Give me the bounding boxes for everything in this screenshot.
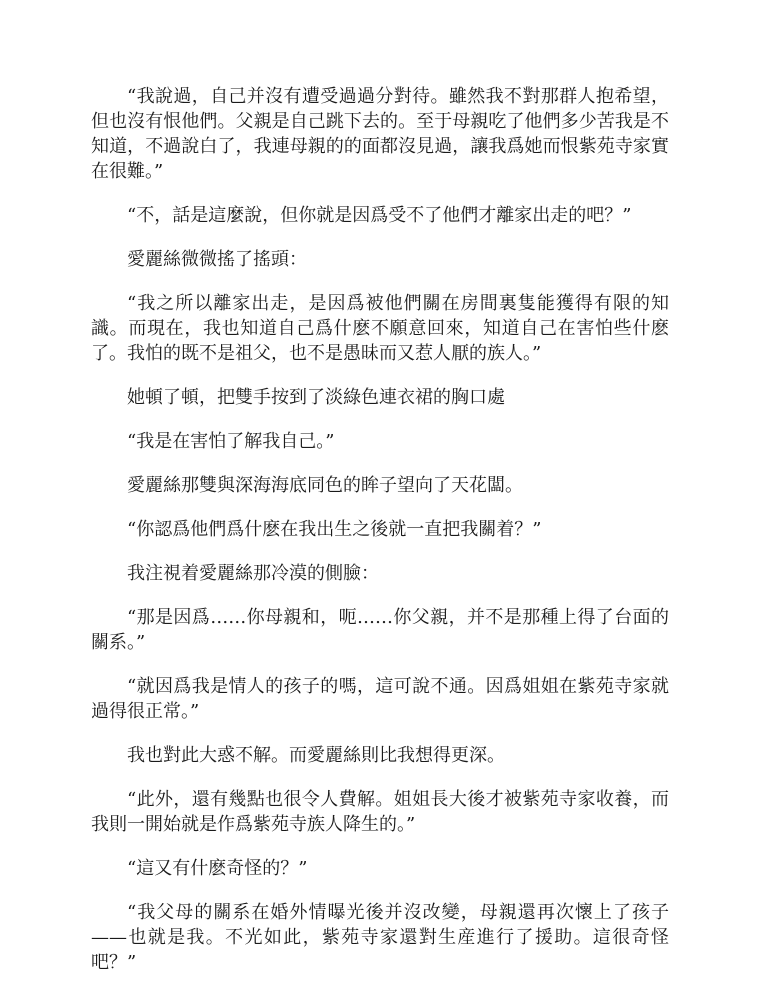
paragraph: 我注視着愛麗絲那冷漠的側臉：	[127, 563, 379, 584]
paragraph: “這又有什麽奇怪的？”	[127, 858, 308, 879]
paragraph: 愛麗絲那雙與深海海底同色的眸子望向了天花闆。	[127, 475, 523, 496]
paragraph: “那是因爲……你母親和，呃……你父親，并不是那種上得了台面的關系。”	[91, 607, 669, 653]
paragraph: “我之所以離家出走，是因爲被他們關在房間裏隻能獲得有限的知識。而現在，我也知道自己爲什麽不願意回來，知道自己在害怕些什麽了。我怕的既不是祖父，也不是愚昧而又惹人厭的族人。”	[91, 293, 669, 364]
paragraph: “我父母的關系在婚外情曝光後并沒改變，母親還再次懷上了孩子——也就是我。不光如此，紫苑寺家還對生産進行了援助。這很奇怪吧？”	[91, 902, 669, 973]
document-page	[91, 84, 669, 994]
paragraph: 她頓了頓，把雙手按到了淡綠色連衣裙的胸口處	[127, 387, 505, 408]
paragraph: 我也對此大惑不解。而愛麗絲則比我想得更深。	[127, 745, 505, 766]
paragraph: “此外，還有幾點也很令人費解。姐姐長大後才被紫苑寺家收養，而我則一開始就是作爲紫苑寺族人降生的。”	[91, 789, 669, 835]
paragraph: “你認爲他們爲什麽在我出生之後就一直把我關着？”	[127, 519, 542, 540]
paragraph: “我是在害怕了解我自己。”	[127, 431, 335, 452]
paragraph: “就因爲我是情人的孩子的嗎，這可說不通。因爲姐姐在紫苑寺家就過得很正常。”	[91, 676, 669, 722]
paragraph: “不，話是這麼說，但你就是因爲受不了他們才離家出走的吧？”	[127, 205, 632, 226]
paragraph: “我說過，自己并沒有遭受過過分對待。雖然我不對那群人抱希望，但也沒有恨他們。父親是自己跳下去的。至于母親吃了他們多少苦我是不知道，不過說白了，我連母親的的面都沒見過，讓我爲她而恨紫苑寺家實在很難。”	[91, 86, 669, 182]
paragraph: 愛麗絲微微搖了搖頭：	[127, 249, 307, 270]
